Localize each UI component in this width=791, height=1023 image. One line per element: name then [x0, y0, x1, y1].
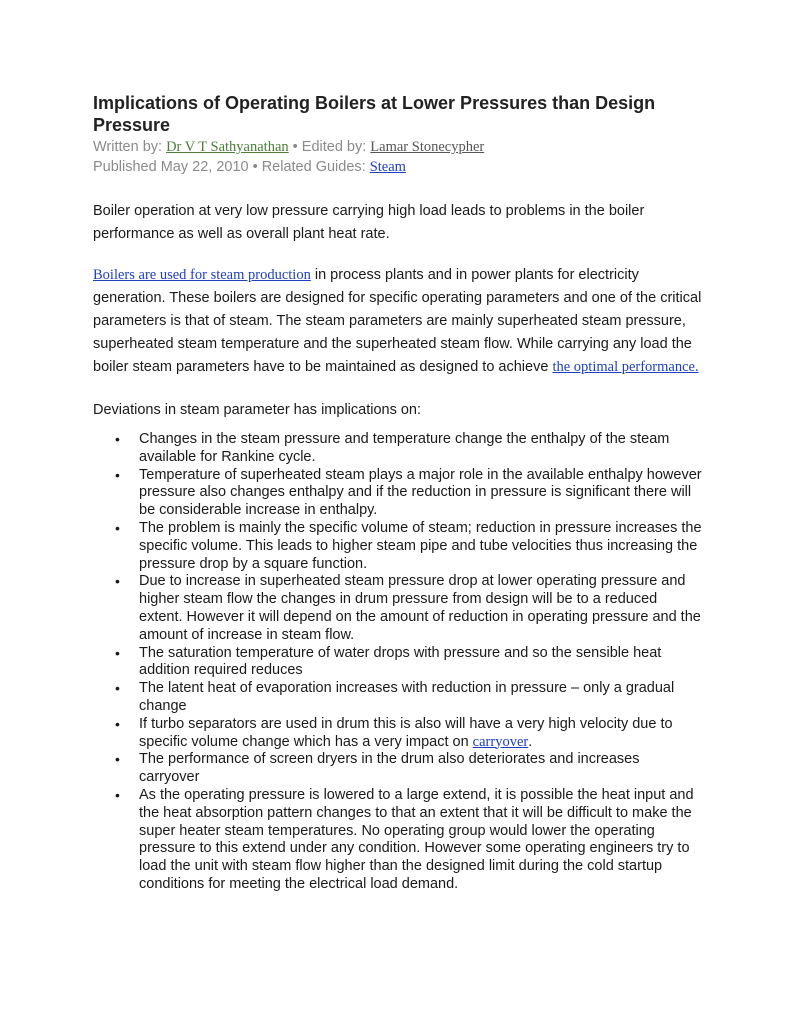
publish-line — [93, 158, 703, 176]
list-item-text: The performance of screen dryers in the drum also deteriorates and increases carryover — [139, 751, 640, 786]
list-item — [93, 645, 703, 681]
author-link[interactable]: Dr V T Sathyanathan — [166, 139, 289, 155]
deviations-lead: Deviations in steam parameter has implications on: — [93, 402, 422, 418]
implications-list — [93, 431, 703, 894]
list-item-text: The saturation temperature of water drops with pressure and so the sensible heat addition required reduces — [139, 644, 662, 679]
steam-production-link[interactable]: Boilers are used for steam production — [93, 267, 311, 283]
list-item-text: Changes in the steam pressure and temperature change the enthalpy of the steam available for Rankine cycle. — [139, 431, 670, 465]
carryover-link[interactable]: carryover — [472, 733, 529, 750]
list-item-text: Temperature of superheated steam plays a major role in the available enthalpy however pressure also changes enthalpy and if the reduction in pressure is significant there will be considerable increase in enthalpy. — [139, 466, 702, 519]
intro-paragraph: Boiler operation at very low pressure carrying high load leads to problems in the boiler performance as well as overall plant heat rate. — [93, 203, 645, 242]
list-item — [93, 680, 703, 716]
published-text: Published May 22, 2010 • Related Guides: — [93, 159, 370, 175]
editor-link[interactable]: Lamar Stonecypher — [370, 139, 485, 155]
list-item — [93, 716, 703, 752]
list-item-text: Due to increase in superheated steam pressure drop at lower operating pressure and higher steam flow the changes in drum pressure from design will be to a reduced extent. However it will depend on the amount of reduction in operating pressure and the amount of increase in steam flow. — [139, 573, 701, 643]
list-item — [93, 520, 703, 573]
list-item-text: As the operating pressure is lowered to a large extend, it is possible the heat input and the heat absorption pattern changes to that an extent that it will be difficult to make the super heater steam temperatures. No operating group would lower the operating pressure to this extend under any condition. However some operating engineers try to load the unit with steam flow higher than the designed limit during the cold startup conditions for meeting the electrical load demand. — [139, 786, 694, 892]
bullet-icon: • — [115, 519, 120, 536]
list-item-text: The problem is mainly the specific volume of steam; reduction in pressure increases the specific volume. This leads to higher steam pipe and tube velocities thus increasing the pressure drop by a square function. — [139, 519, 702, 572]
main-paragraph — [93, 264, 703, 379]
list-item-text: The latent heat of evaporation increases with reduction in pressure – only a gradual change — [139, 680, 675, 714]
list-item-end: . — [528, 733, 533, 750]
list-item — [93, 751, 703, 787]
list-item — [93, 467, 703, 520]
list-item-text: If turbo separators are used in drum this is also will have a very high velocity due to specific volume change which has a very impact on — [139, 715, 673, 750]
list-item — [93, 787, 703, 894]
related-guide-link[interactable]: Steam — [369, 159, 406, 175]
bullet-icon: • — [115, 644, 120, 661]
byline — [93, 138, 703, 156]
list-item — [93, 573, 703, 644]
main-paragraph-text: in process plants and in power plants for electricity generation. These boilers are designed for specific operating parameters and one of the critical parameters is that of steam. The steam parameters are mainly superheated steam pressure, superheated steam temperature and the superheated steam flow. While carrying any load the boiler steam parameters have to be maintained as designed to achieve — [93, 267, 702, 375]
optimal-performance-link[interactable]: the optimal performance. — [552, 359, 699, 375]
bullet-icon: • — [115, 573, 120, 590]
bullet-icon: • — [115, 680, 120, 697]
article — [93, 92, 703, 894]
bullet-icon: • — [115, 786, 120, 803]
edited-by-label: • Edited by: — [288, 139, 371, 155]
bullet-icon: • — [115, 715, 120, 732]
bullet-icon: • — [115, 751, 120, 768]
bullet-icon: • — [115, 466, 120, 483]
list-item — [93, 431, 703, 467]
bullet-icon: • — [115, 431, 120, 447]
written-by-label: Written by: — [93, 139, 167, 155]
article-title: Implications of Operating Boilers at Lower Pressures than Design Pressure — [93, 93, 656, 135]
